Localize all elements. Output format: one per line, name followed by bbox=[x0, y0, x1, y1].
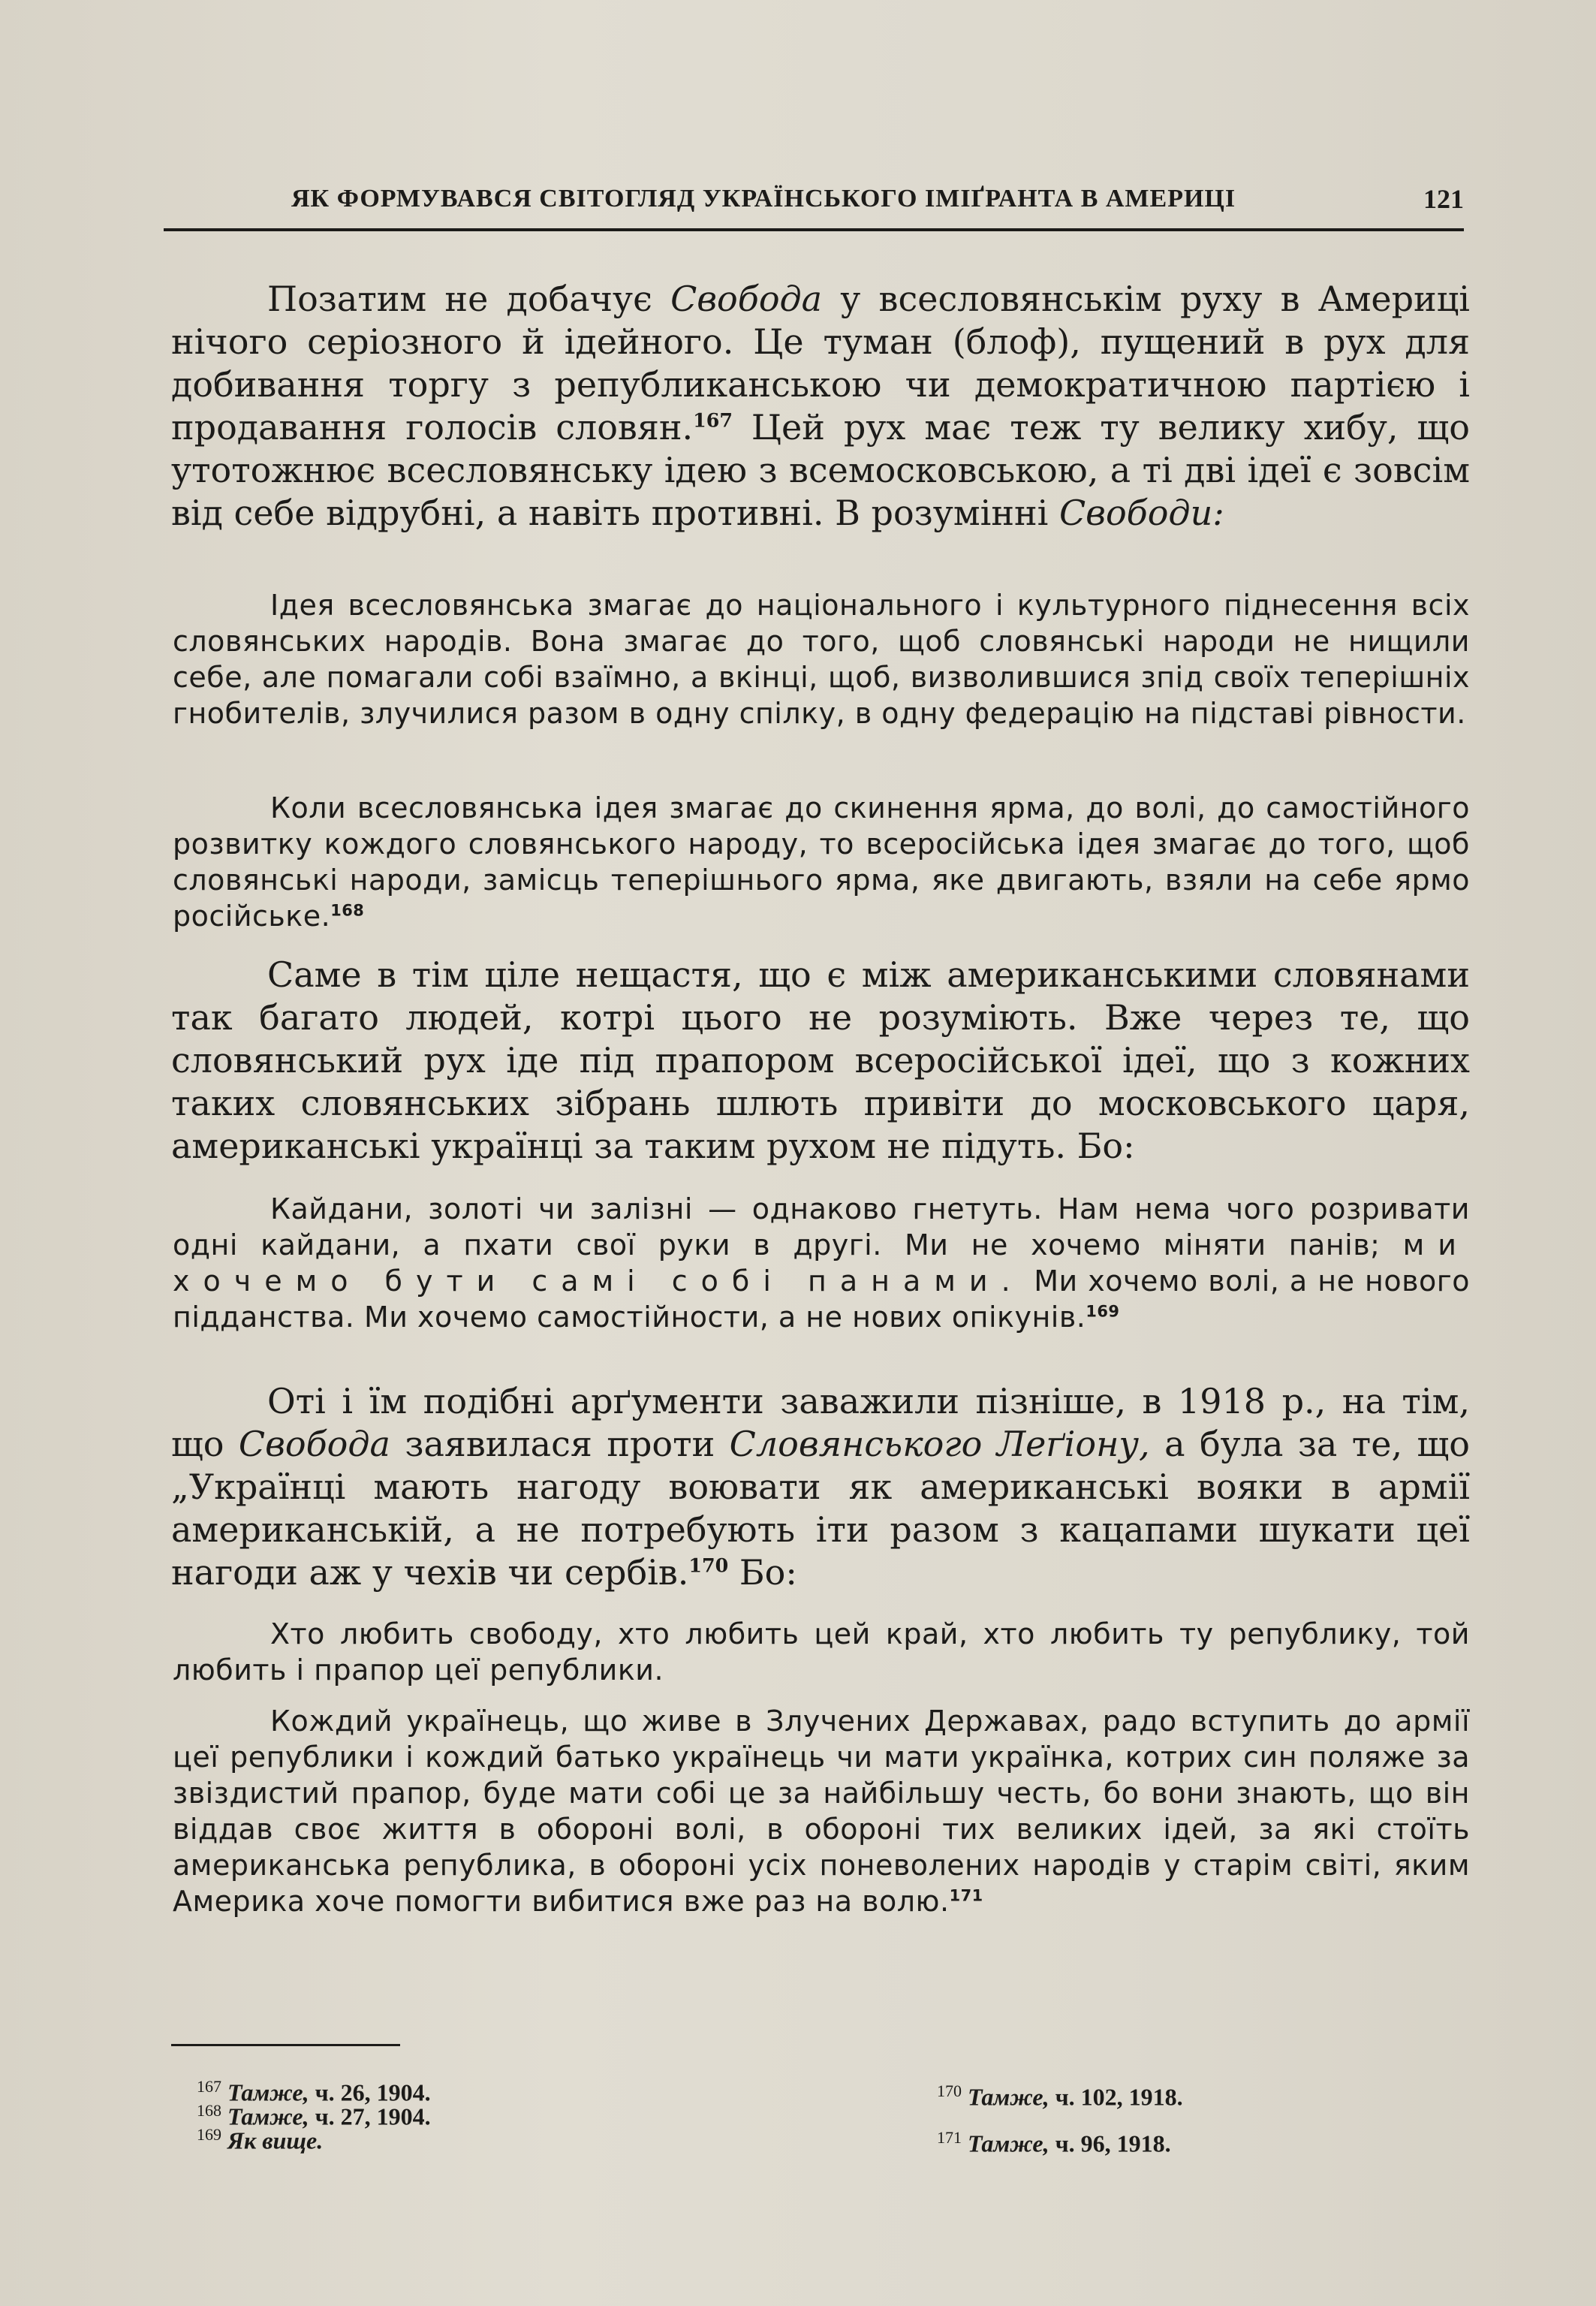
footnote-ref-170: 170 bbox=[688, 1554, 729, 1577]
p1-italic-svobody: Свободи: bbox=[1058, 493, 1224, 533]
q3-spaced-text: ми хочемо бути самі собі панами. bbox=[173, 1228, 1470, 1298]
p1-text-3: Цей рух має теж ту велику хибу, що утотожнює всесловянську ідею з всемосковською, а ті дві ідеї є зовсім від себе відрубні, а навіть противні. В розумінні bbox=[171, 407, 1470, 533]
footnote-number: 167 bbox=[197, 2077, 221, 2096]
p2-text: Саме в тім ціле нещастя, що є між американськими словянами так багато людей, котрі цього не розуміють. Вже через те, що словянський рух іде під прапором всеросійської ідеї, що з кожних таких словянських зібрань шлють привіти до московського царя, американські українці за таким рухом не підуть. Бо: bbox=[171, 954, 1470, 1166]
footnote-169 bbox=[197, 2122, 323, 2154]
p3-text-1: Оті і їм подібні арґументи заважили пізніше, в 1918 р., на тім, що bbox=[171, 1381, 1470, 1464]
footnote-number: 170 bbox=[937, 2081, 962, 2100]
paragraph-2 bbox=[171, 954, 1470, 1168]
footnote-source: Тамже, bbox=[968, 2130, 1049, 2157]
p3-italic-svoboda: Свобода bbox=[238, 1424, 390, 1464]
quote-3 bbox=[173, 1191, 1470, 1335]
q4-text: Хто любить свободу, хто любить цей край, хто любить ту републику, той любить і прапор цеї републики. bbox=[173, 1617, 1470, 1687]
footnote-details: ч. 96, 1918. bbox=[1049, 2130, 1171, 2157]
q3-text-2: Ми хочемо волі, а не нового підданства. Ми хочемо самостійности, а не нових опікунів. bbox=[173, 1265, 1470, 1334]
footnote-ref-171: 171 bbox=[949, 1886, 983, 1905]
paragraph-3 bbox=[171, 1380, 1470, 1594]
paragraph-1 bbox=[171, 278, 1470, 535]
footnote-divider bbox=[171, 2044, 400, 2046]
p3-italic-legion: Словянського Леґіону, bbox=[729, 1424, 1150, 1464]
p1-italic-svoboda: Свобода bbox=[670, 279, 823, 319]
footnote-details: ч. 102, 1918. bbox=[1049, 2083, 1183, 2111]
p3-text-2: заявилася проти bbox=[390, 1424, 730, 1464]
quote-1 bbox=[173, 587, 1470, 731]
footnote-source: Тамже, bbox=[968, 2083, 1049, 2111]
footnote-details: ч. 26, 1904. bbox=[309, 2078, 431, 2106]
footnote-source: Тамже, bbox=[227, 2103, 309, 2130]
quote-4 bbox=[173, 1616, 1470, 1688]
q2-text: Коли всесловянська ідея змагає до скинення ярма, до волі, до самостійного розвитку кождого словянського народу, то всеросійська ідея змагає до того, щоб словянські народи, замісць теперішнього ярма, яке двигають, взяли на себе ярмо російське. bbox=[173, 791, 1470, 933]
p3-text-3: а була за те, що „Українці мають нагоду воювати як американські вояки в армії американській, а не потребують іти разом з кацапами шукати цеї нагоди аж у чехів чи сербів. bbox=[171, 1424, 1470, 1593]
running-head: ЯК ФОРМУВАВСЯ СВІТОГЛЯД УКРАЇНСЬКОГО ІМІҐРАНТА В АМЕРИЦІ bbox=[291, 185, 1236, 213]
q5-text: Кождий українець, що живе в Злучених Державах, радо вступить до армії цеї републики і кождий батько українець чи мати українка, котрих син поляже за звіздистий прапор, буде мати собі це за найбільшу честь, бо вони знають, що він віддав своє життя в обороні волі, в обороні тих великих ідей, за які стоїть американська република, в обороні усіх поневолених народів у старім світі, яким Америка хоче помогти вибитися вже раз на волю. bbox=[173, 1705, 1470, 1918]
footnote-170 bbox=[937, 2078, 1183, 2110]
footnote-source: Як вище. bbox=[227, 2127, 324, 2154]
p1-text-2: у всесловянськім руху в Америці нічого серіозного й ідейного. Це туман (блоф), пущений в рух для добивання торгу з републиканською чи демократичною партією і продавання голосів словян. bbox=[171, 279, 1470, 448]
q1-text: Ідея всесловянська змагає до національного і культурного піднесення всіх словянських народів. Вона змагає до того, щоб словянські народи не нищили себе, але помагали собі взаїмно, а вкінці, щоб, визволившися зпід своїх теперішніх гнобителів, злучилися разом в одну спілку, в одну федерацію на підставі рівности. bbox=[173, 589, 1470, 730]
footnote-number: 171 bbox=[937, 2128, 962, 2147]
q3-text-1: Кайдани, золоті чи залізні — однаково гнетуть. Нам нема чого розривати одні кайдани, а пхати свої руки в другі. Ми не хочемо міняти панів; bbox=[173, 1192, 1470, 1262]
footnote-number: 168 bbox=[197, 2101, 221, 2120]
p1-text-1: Позатим не добачує bbox=[267, 279, 671, 319]
footnote-ref-167: 167 bbox=[693, 408, 733, 432]
footnote-ref-169: 169 bbox=[1086, 1302, 1120, 1321]
p3-text-4: Бо: bbox=[728, 1552, 797, 1593]
footnote-ref-168: 168 bbox=[330, 901, 365, 920]
footnote-source: Тамже, bbox=[227, 2078, 309, 2106]
page-header bbox=[164, 179, 1464, 231]
footnote-number: 169 bbox=[197, 2125, 221, 2144]
footnote-171 bbox=[937, 2125, 1171, 2157]
footnote-details: ч. 27, 1904. bbox=[309, 2103, 431, 2130]
quote-2 bbox=[173, 790, 1470, 934]
quote-5 bbox=[173, 1703, 1470, 1919]
page-number: 121 bbox=[1423, 184, 1464, 214]
